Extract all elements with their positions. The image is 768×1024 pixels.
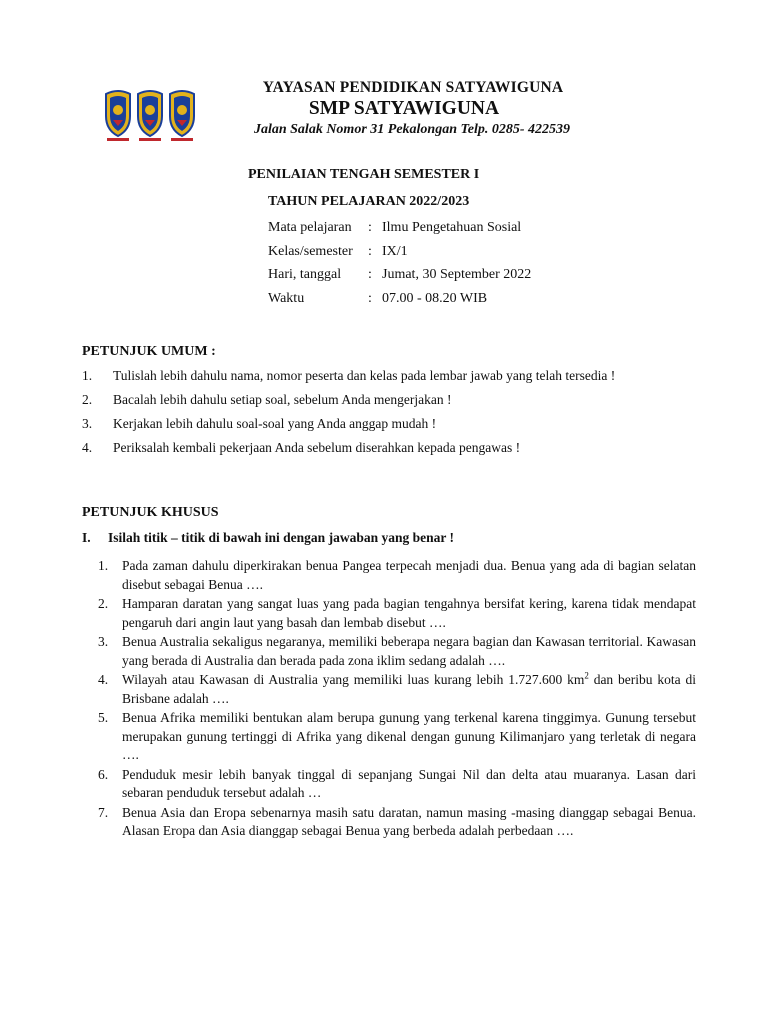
item-text: Kerjakan lebih dahulu soal-soal yang Anda anggap mudah ! xyxy=(113,416,437,431)
question-text: Benua Australia sekaligus negaranya, memiliki beberapa negara bagian dan Kawasan territorial. Kawasan yang berada di Australia dan berada pada zona iklim sedang adalah …. xyxy=(122,634,696,668)
general-instructions-list xyxy=(82,368,642,464)
section-title xyxy=(82,530,454,546)
list-item xyxy=(82,416,642,432)
list-item xyxy=(82,392,642,408)
question-text xyxy=(122,671,696,708)
question-text: Pada zaman dahulu diperkirakan benua Pangea terpecah menjadi dua. Benua yang ada di bagian selatan disebut sebagai Benua …. xyxy=(122,558,696,592)
info-label: Kelas/semester xyxy=(268,243,353,259)
list-item xyxy=(82,368,642,384)
item-number: 1. xyxy=(82,368,93,383)
question-item xyxy=(98,804,696,841)
item-number: 2. xyxy=(82,392,93,407)
question-text: Benua Afrika memiliki bentukan alam berupa gunung yang terkenal karena tinggimya. Gunung tersebut merupakan gunung tertinggi di Afrika yang dikenal dengan gunung Kilimanjaro yang terletak di negara …. xyxy=(122,710,696,762)
info-separator: : xyxy=(368,243,372,259)
question-number: 6. xyxy=(98,766,109,782)
info-row-class xyxy=(268,244,531,268)
exam-info xyxy=(268,220,531,314)
question-number: 3. xyxy=(98,634,109,649)
info-label: Mata pelajaran xyxy=(268,220,352,235)
question-text: Benua Asia dan Eropa sebenarnya masih satu daratan, namun masing -masing dianggap sebagai Benua. Alasan Eropa dan Asia dianggap sebagai Benua yang berbeda adalah perbedaan …. xyxy=(122,804,696,838)
info-label: Hari, tanggal xyxy=(268,267,342,282)
question-item xyxy=(98,595,696,632)
question-number: 7. xyxy=(98,804,109,820)
info-separator: : xyxy=(368,220,372,235)
question-text: Penduduk mesir lebih banyak tinggal di sepanjang Sungai Nil dan delta atau muaranya. Lasan dari sebaran penduduk tersebut adalah … xyxy=(122,766,696,800)
info-row-time xyxy=(268,291,531,315)
info-separator: : xyxy=(368,267,372,282)
item-text: Bacalah lebih dahulu setiap soal, sebelum Anda mengerjakan ! xyxy=(113,392,452,407)
section-number: I. xyxy=(82,530,91,545)
info-row-subject xyxy=(268,220,531,244)
academic-year: TAHUN PELAJARAN 2022/2023 xyxy=(268,194,470,209)
info-label: Waktu xyxy=(268,290,305,306)
foundation-name: YAYASAN PENDIDIKAN SATYAWIGUNA xyxy=(262,79,564,96)
question-text-part: dan beribu kota di Brisbane adalah …. xyxy=(122,672,696,706)
info-row-date xyxy=(268,267,531,291)
question-number: 5. xyxy=(98,710,109,725)
superscript: 2 xyxy=(584,670,589,681)
special-instructions-heading: PETUNJUK KHUSUS xyxy=(82,505,219,520)
question-number: 1. xyxy=(98,558,109,573)
school-address: Jalan Salak Nomor 31 Pekalongan Telp. 0285- 422539 xyxy=(253,122,571,137)
info-separator: : xyxy=(368,290,372,306)
item-text: Periksalah kembali pekerjaan Anda sebelum diserahkan kepada pengawas ! xyxy=(113,440,521,455)
question-list xyxy=(98,557,696,842)
question-item xyxy=(98,633,696,670)
question-item xyxy=(98,557,696,594)
item-number: 3. xyxy=(82,416,93,431)
info-value: Jumat, 30 September 2022 xyxy=(382,267,532,282)
info-value: 07.00 - 08.20 WIB xyxy=(382,290,488,306)
item-text: Tulislah lebih dahulu nama, nomor peserta dan kelas pada lembar jawab yang telah tersedia ! xyxy=(113,368,616,383)
section-title-text: Isilah titik – titik di bawah ini dengan jawaban yang benar ! xyxy=(108,530,454,545)
question-text-part: Wilayah atau Kawasan di Australia yang memiliki luas kurang lebih 1.727.600 km xyxy=(122,672,585,687)
question-item xyxy=(98,671,696,708)
question-item xyxy=(98,709,696,765)
item-number: 4. xyxy=(82,440,93,455)
question-number: 2. xyxy=(98,596,109,611)
list-item xyxy=(82,440,642,456)
school-name: SMP SATYAWIGUNA xyxy=(308,98,500,119)
question-item xyxy=(98,766,696,803)
general-instructions-heading: PETUNJUK UMUM : xyxy=(82,344,216,359)
exam-title: PENILAIAN TENGAH SEMESTER I xyxy=(248,167,480,182)
question-text: Hamparan daratan yang sangat luas yang pada bagian tengahnya bersifat kering, karena tidak mendapat pengaruh dari angin laut yang basah dan lembab disebut …. xyxy=(122,596,696,630)
info-value: IX/1 xyxy=(382,243,408,259)
info-value: Ilmu Pengetahuan Sosial xyxy=(382,220,522,235)
question-number: 4. xyxy=(98,672,109,687)
